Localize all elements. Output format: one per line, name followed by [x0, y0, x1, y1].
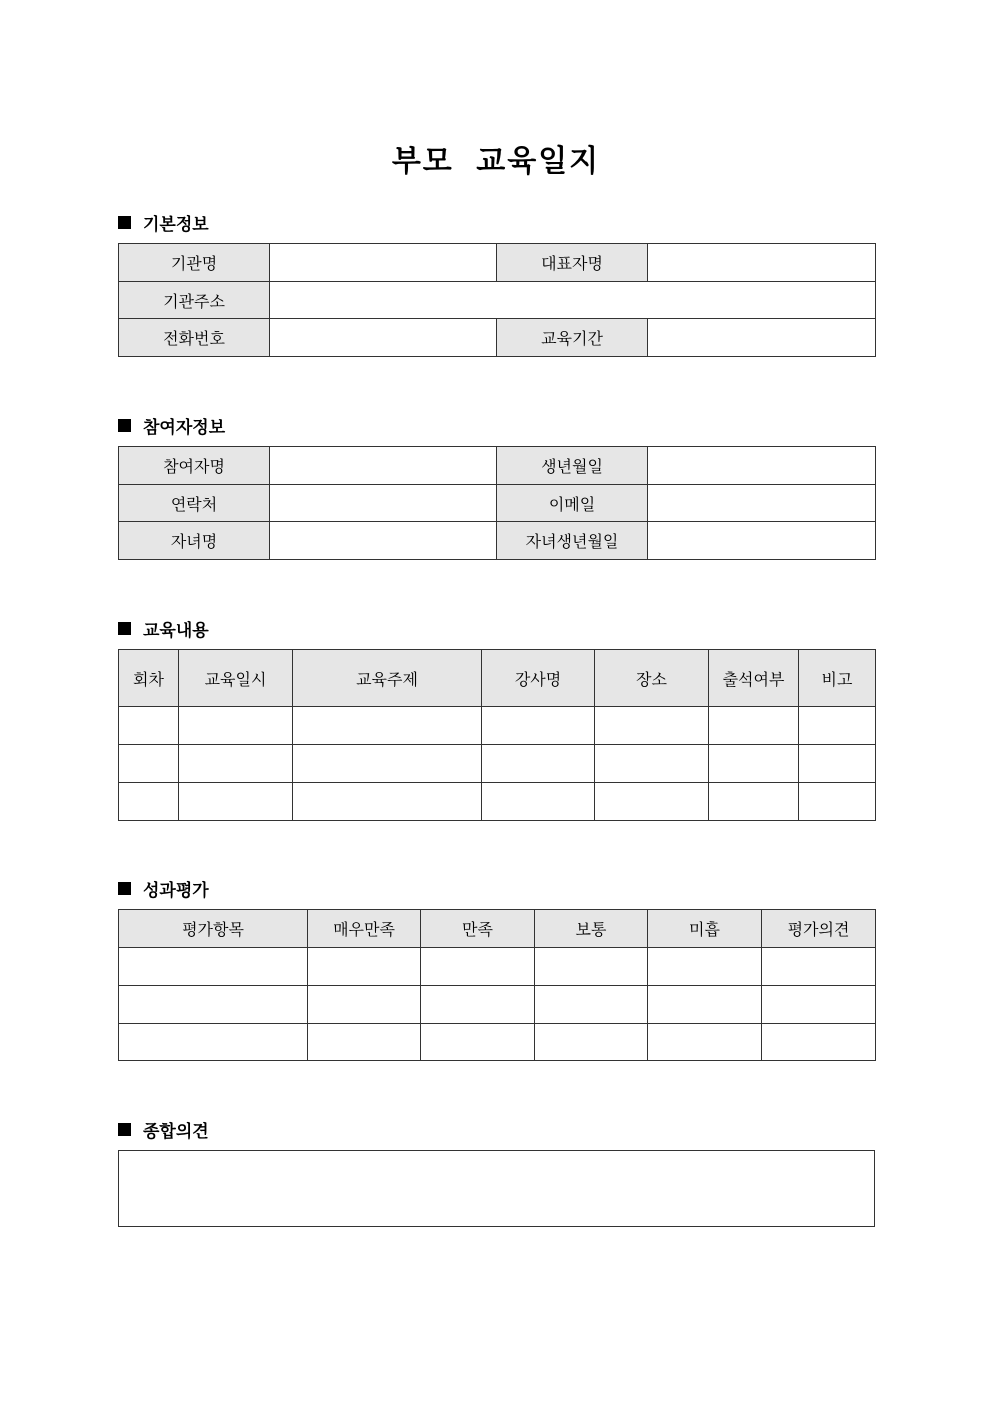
table-cell[interactable]: [648, 948, 762, 986]
contact-field[interactable]: [270, 485, 497, 522]
label-representative: 대표자명: [497, 244, 648, 282]
header-remarks: 비고: [799, 650, 876, 707]
table-cell[interactable]: [119, 986, 308, 1024]
section-title: 참여자정보: [143, 417, 226, 438]
overall-opinion-box[interactable]: [118, 1150, 875, 1227]
section-title: 성과평가: [143, 880, 209, 901]
label-phone: 전화번호: [119, 319, 270, 357]
table-cell[interactable]: [762, 986, 876, 1024]
email-field[interactable]: [648, 485, 876, 522]
table-cell[interactable]: [308, 948, 421, 986]
label-contact: 연락처: [119, 485, 270, 522]
header-eval-opinion: 평가의견: [762, 910, 876, 948]
table-cell[interactable]: [482, 783, 595, 821]
header-satisfied: 만족: [421, 910, 535, 948]
table-cell[interactable]: [293, 707, 482, 745]
table-cell[interactable]: [179, 745, 293, 783]
period-field[interactable]: [648, 319, 876, 357]
participant-name-field[interactable]: [270, 447, 497, 485]
header-insufficient: 미흡: [648, 910, 762, 948]
table-cell[interactable]: [595, 745, 709, 783]
child-name-field[interactable]: [270, 522, 497, 560]
table-cell[interactable]: [648, 1024, 762, 1061]
square-bullet-icon: [118, 419, 131, 432]
birthdate-field[interactable]: [648, 447, 876, 485]
phone-field[interactable]: [270, 319, 497, 357]
section-heading-basic: [118, 210, 209, 234]
table-cell[interactable]: [535, 1024, 648, 1061]
section-title: 기본정보: [143, 214, 209, 235]
table-cell[interactable]: [535, 948, 648, 986]
table-row: [119, 986, 876, 1024]
label-child-name: 자녀명: [119, 522, 270, 560]
header-instructor: 강사명: [482, 650, 595, 707]
table-cell[interactable]: [482, 745, 595, 783]
table-cell[interactable]: [421, 986, 535, 1024]
header-datetime: 교육일시: [179, 650, 293, 707]
table-cell[interactable]: [119, 948, 308, 986]
header-very-satisfied: 매우만족: [308, 910, 421, 948]
table-row: [119, 745, 876, 783]
table-cell[interactable]: [799, 707, 876, 745]
header-attendance: 출석여부: [709, 650, 799, 707]
section-heading-participant: [118, 413, 225, 437]
square-bullet-icon: [118, 1123, 131, 1136]
table-cell[interactable]: [799, 783, 876, 821]
table-cell[interactable]: [308, 1024, 421, 1061]
table-cell[interactable]: [179, 707, 293, 745]
table-row: [119, 783, 876, 821]
child-birthdate-field[interactable]: [648, 522, 876, 560]
label-email: 이메일: [497, 485, 648, 522]
header-topic: 교육주제: [293, 650, 482, 707]
table-cell[interactable]: [709, 707, 799, 745]
header-session: 회차: [119, 650, 179, 707]
label-period: 교육기간: [497, 319, 648, 357]
representative-field[interactable]: [648, 244, 876, 282]
table-cell[interactable]: [119, 745, 179, 783]
table-cell[interactable]: [421, 948, 535, 986]
table-cell[interactable]: [119, 783, 179, 821]
table-cell[interactable]: [535, 986, 648, 1024]
table-cell[interactable]: [595, 783, 709, 821]
section-heading-evaluation: [118, 876, 209, 900]
table-cell[interactable]: [482, 707, 595, 745]
table-cell[interactable]: [799, 745, 876, 783]
table-cell[interactable]: [119, 1024, 308, 1061]
table-cell[interactable]: [308, 986, 421, 1024]
table-cell[interactable]: [762, 1024, 876, 1061]
table-cell[interactable]: [119, 707, 179, 745]
org-address-field[interactable]: [270, 282, 876, 319]
square-bullet-icon: [118, 216, 131, 229]
section-title: 종합의견: [143, 1121, 209, 1142]
square-bullet-icon: [118, 882, 131, 895]
square-bullet-icon: [118, 622, 131, 635]
table-row: [119, 948, 876, 986]
table-cell[interactable]: [293, 783, 482, 821]
org-name-field[interactable]: [270, 244, 497, 282]
section-heading-content: [118, 616, 209, 640]
header-location: 장소: [595, 650, 709, 707]
table-cell[interactable]: [421, 1024, 535, 1061]
section-heading-opinion: [118, 1117, 209, 1141]
header-neutral: 보통: [535, 910, 648, 948]
page-title: 부모 교육일지: [391, 144, 601, 179]
education-content-table: [118, 649, 876, 821]
table-cell[interactable]: [762, 948, 876, 986]
participant-info-table: [118, 446, 876, 560]
table-cell[interactable]: [293, 745, 482, 783]
evaluation-table: [118, 909, 876, 1061]
label-org-name: 기관명: [119, 244, 270, 282]
table-row: [119, 1024, 876, 1061]
table-row: [119, 707, 876, 745]
label-child-birthdate: 자녀생년월일: [497, 522, 648, 560]
table-cell[interactable]: [648, 986, 762, 1024]
section-title: 교육내용: [143, 620, 209, 641]
label-participant-name: 참여자명: [119, 447, 270, 485]
table-cell[interactable]: [595, 707, 709, 745]
basic-info-table: [118, 243, 876, 357]
table-cell[interactable]: [709, 783, 799, 821]
label-org-address: 기관주소: [119, 282, 270, 319]
table-cell[interactable]: [709, 745, 799, 783]
header-eval-item: 평가항목: [119, 910, 308, 948]
label-birthdate: 생년월일: [497, 447, 648, 485]
table-cell[interactable]: [179, 783, 293, 821]
